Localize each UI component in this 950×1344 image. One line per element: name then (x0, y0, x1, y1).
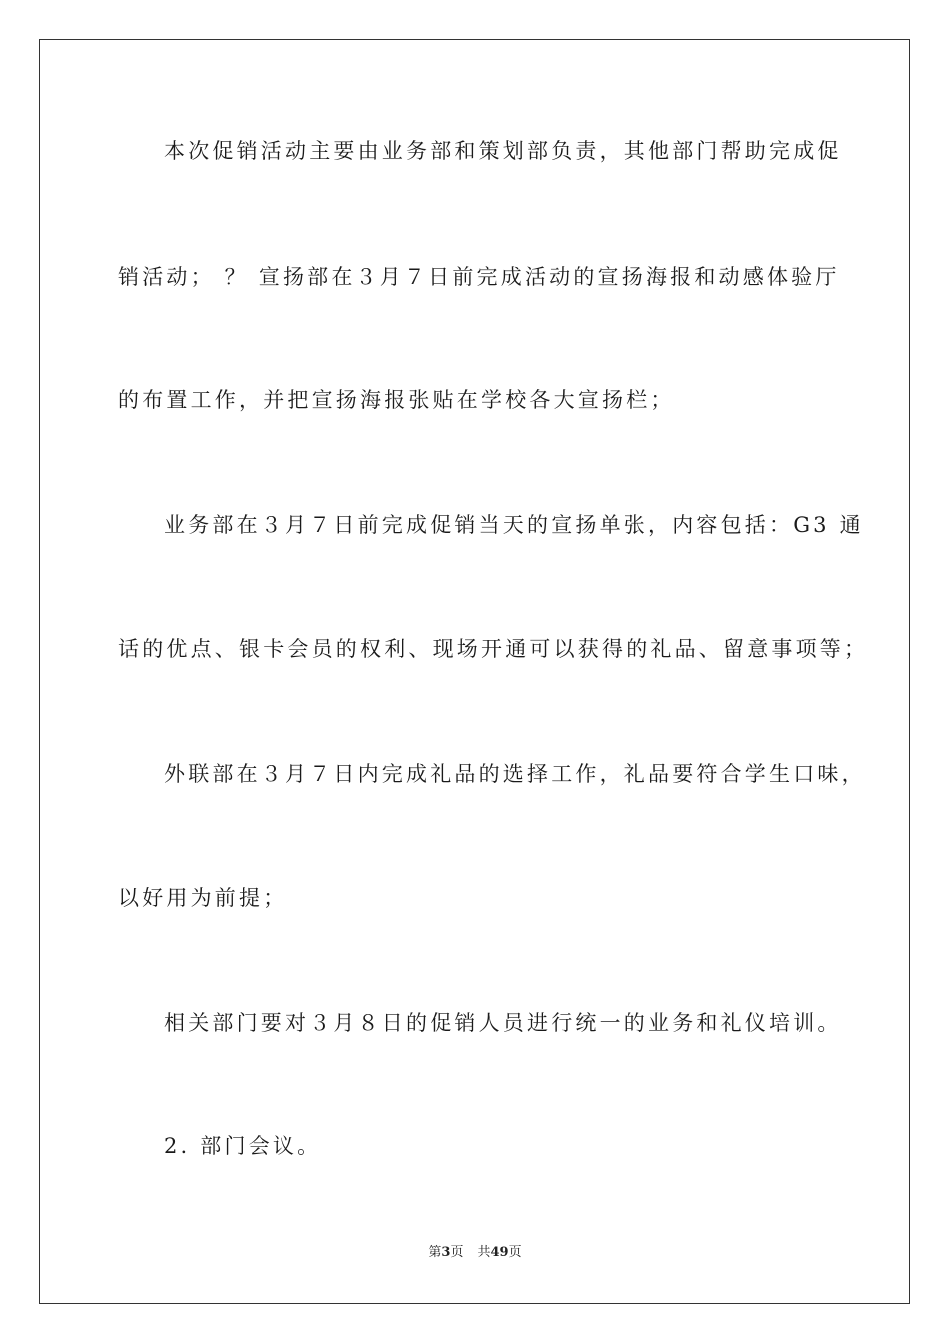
page-footer (0, 1244, 950, 1262)
paragraph-line-7: 以好用为前提； (118, 886, 288, 910)
paragraph-line-6: 外联部在３月７日内完成礼品的选择工作，礼品要符合学生口味， (164, 762, 866, 786)
paragraph-line-3: 的布置工作，并把宣扬海报张贴在学校各大宣扬栏； (118, 388, 675, 412)
paragraph-line-4: 业务部在３月７日前完成促销当天的宣扬单张，内容包括：G3 通 (164, 513, 864, 537)
footer-total-pages: 49 (490, 1245, 509, 1260)
paragraph-line-2: 销活动； ？ 宣扬部在３月７日前完成活动的宣扬海报和动感体验厅 (118, 265, 840, 289)
footer-page-prefix: 第 (428, 1245, 442, 1260)
page-frame (39, 39, 910, 1304)
paragraph-line-8: 相关部门要对３月８日的促销人员进行统一的业务和礼仪培训。 (164, 1011, 842, 1035)
footer-page-suffix: 页 (450, 1245, 464, 1260)
paragraph-line-1: 本次促销活动主要由业务部和策划部负责，其他部门帮助完成促 (164, 139, 842, 163)
footer-page-number: 3 (441, 1245, 451, 1260)
footer-total-prefix: 共 (477, 1245, 491, 1260)
paragraph-line-5: 话的优点、银卡会员的权利、现场开通可以获得的礼品、留意事项等； (118, 637, 869, 661)
footer-total-suffix: 页 (508, 1245, 522, 1260)
section-heading: 2. 部门会议。 (164, 1134, 322, 1158)
